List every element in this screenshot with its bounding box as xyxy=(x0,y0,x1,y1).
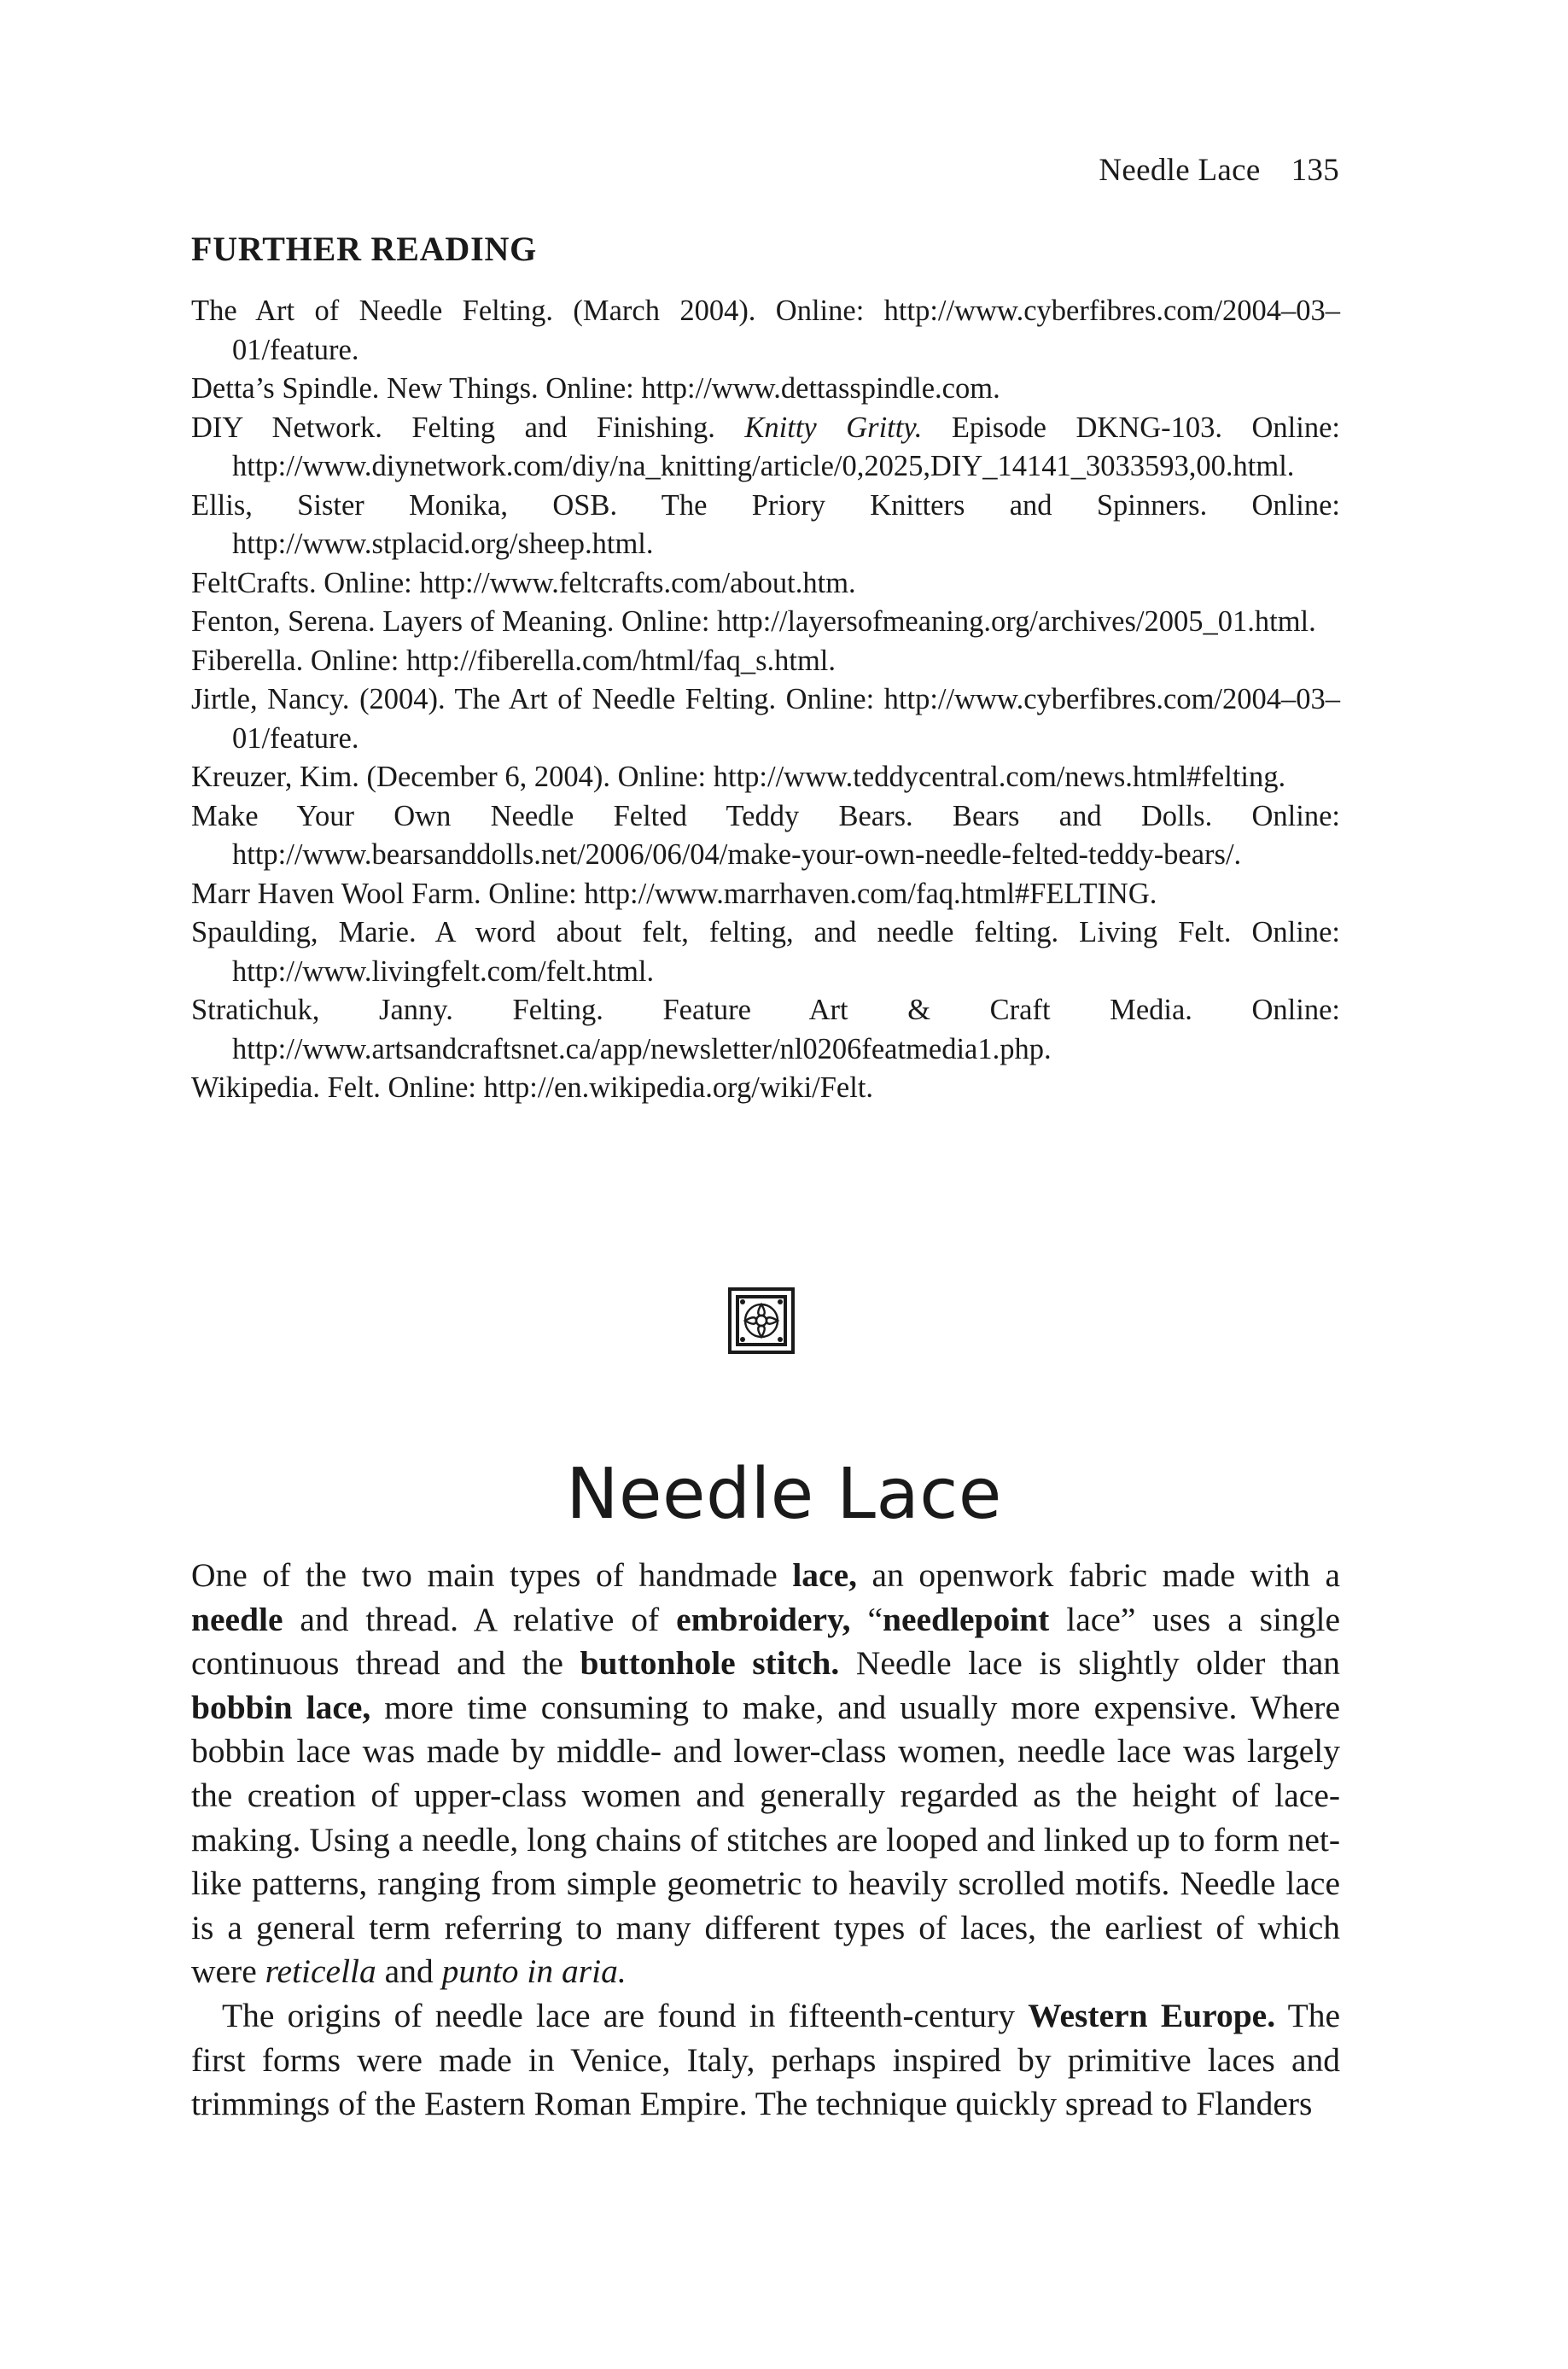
body-text-run: more time consuming to make, and usually more expensive. Where bobbin lace was made by middle- and lower-class women, needle lace was largely the creation of upper-class women and generally regarded as the height of lace-making. Using a needle, long chains of stitches are looped and linked up to form net-like patterns, ranging from simple geometric to heavily scrolled motifs. Needle lace is a general term referring to many different types of laces, the earliest of which were xyxy=(191,1688,1340,1991)
reference-entry xyxy=(191,875,1340,914)
body-text-run: Needle lace is slightly older than xyxy=(839,1644,1340,1683)
reference-entry xyxy=(191,1069,1340,1108)
body-text-run: “ xyxy=(850,1600,883,1638)
reference-text: Fenton, Serena. Layers of Meaning. Online: http://layersofmeaning.org/archives/2005_01.html. xyxy=(191,605,1316,638)
body-text-run: an openwork fabric made with a xyxy=(856,1556,1340,1594)
cross-reference-term: embroidery, xyxy=(676,1600,851,1638)
body-text-run: lace” uses a single continuous thread and the xyxy=(191,1600,1340,1683)
reference-entry xyxy=(191,797,1340,875)
reference-text: Marr Haven Wool Farm. Online: http://www.marrhaven.com/faq.html#FELTING. xyxy=(191,877,1157,910)
reference-text: Fiberella. Online: http://fiberella.com/html/faq_s.html. xyxy=(191,644,836,677)
cross-reference-term: needlepoint xyxy=(883,1600,1050,1638)
running-title: Needle Lace xyxy=(1099,153,1261,188)
reference-text: Make Your Own Needle Felted Teddy Bears. Bears and Dolls. Online: http://www.bearsanddolls.net/2006/06/04/make-your-own-needle-felted-teddy-bears/. xyxy=(191,799,1340,871)
entry-paragraph-2 xyxy=(191,1994,1340,2127)
body-text-run: One of the two main types of handmade xyxy=(191,1556,793,1594)
reference-entry xyxy=(191,487,1340,564)
italic-term: reticella xyxy=(265,1952,376,1991)
entry-paragraph-1 xyxy=(191,1554,1340,1994)
reference-text: FeltCrafts. Online: http://www.feltcrafts.com/about.htm. xyxy=(191,566,856,599)
reference-text: The Art of Needle Felting. (March 2004). Online: http://www.cyberfibres.com/2004–03–01/feature. xyxy=(191,295,1340,366)
further-reading-heading: FURTHER READING xyxy=(191,230,538,268)
body-text-run: The origins of needle lace are found in fifteenth-century xyxy=(222,1996,1029,2034)
cross-reference-term: needle xyxy=(191,1600,283,1638)
cross-reference-term: buttonhole stitch. xyxy=(580,1644,840,1683)
reference-text: Stratichuk, Janny. Felting. Feature Art & Craft Media. Online: http://www.artsandcraftsnet.ca/app/newsletter/nl0206featmedia1.php. xyxy=(191,994,1340,1065)
entry-title: Needle Lace xyxy=(566,1453,1002,1535)
reference-entry xyxy=(191,991,1340,1069)
reference-text: Jirtle, Nancy. (2004). The Art of Needle Felting. Online: http://www.cyberfibres.com/2004–03–01/feature. xyxy=(191,683,1340,755)
reference-entry xyxy=(191,758,1340,797)
body-text-run: and thread. A relative of xyxy=(283,1600,677,1638)
body-text-run: and xyxy=(376,1952,442,1991)
reference-list xyxy=(191,292,1340,1108)
reference-entry xyxy=(191,680,1340,758)
reference-text: Detta’s Spindle. New Things. Online: http://www.dettasspindle.com. xyxy=(191,372,1000,405)
reference-text: Episode DKNG-103. Online: http://www.diynetwork.com/diy/na_knitting/article/0,2025,DIY_14141_3033593,00.html. xyxy=(232,411,1340,482)
reference-entry xyxy=(191,370,1340,409)
reference-entry xyxy=(191,603,1340,642)
reference-text: Ellis, Sister Monika, OSB. The Priory Knitters and Spinners. Online: http://www.stplacid.org/sheep.html. xyxy=(191,488,1340,560)
reference-italic-title: Knitty Gritty. xyxy=(744,411,923,444)
page-number: 135 xyxy=(1291,153,1339,188)
entry-body xyxy=(191,1554,1340,2127)
cross-reference-term: bobbin lace, xyxy=(191,1688,371,1726)
reference-entry xyxy=(191,409,1340,487)
reference-entry xyxy=(191,642,1340,681)
reference-text: Kreuzer, Kim. (December 6, 2004). Online: http://www.teddycentral.com/news.html#felting. xyxy=(191,761,1286,793)
reference-entry xyxy=(191,292,1340,370)
reference-text: Spaulding, Marie. A word about felt, felting, and needle felting. Living Felt. Online: http://www.livingfelt.com/felt.html. xyxy=(191,916,1340,988)
running-header xyxy=(1099,152,1339,189)
reference-entry xyxy=(191,564,1340,604)
reference-entry xyxy=(191,913,1340,991)
reference-text: DIY Network. Felting and Finishing. xyxy=(191,411,745,444)
cross-reference-term: lace, xyxy=(792,1556,857,1594)
italic-term: punto in aria. xyxy=(441,1952,627,1991)
decorative-square-ornament-icon xyxy=(728,1287,795,1354)
body-text-run: The first forms were made in Venice, Italy, perhaps inspired by primitive laces and trimmings of the Eastern Roman Empire. The technique quickly spread to Flanders xyxy=(191,1996,1341,2123)
reference-text: Wikipedia. Felt. Online: http://en.wikipedia.org/wiki/Felt. xyxy=(191,1071,874,1104)
cross-reference-term: Western Europe. xyxy=(1028,1996,1276,2034)
